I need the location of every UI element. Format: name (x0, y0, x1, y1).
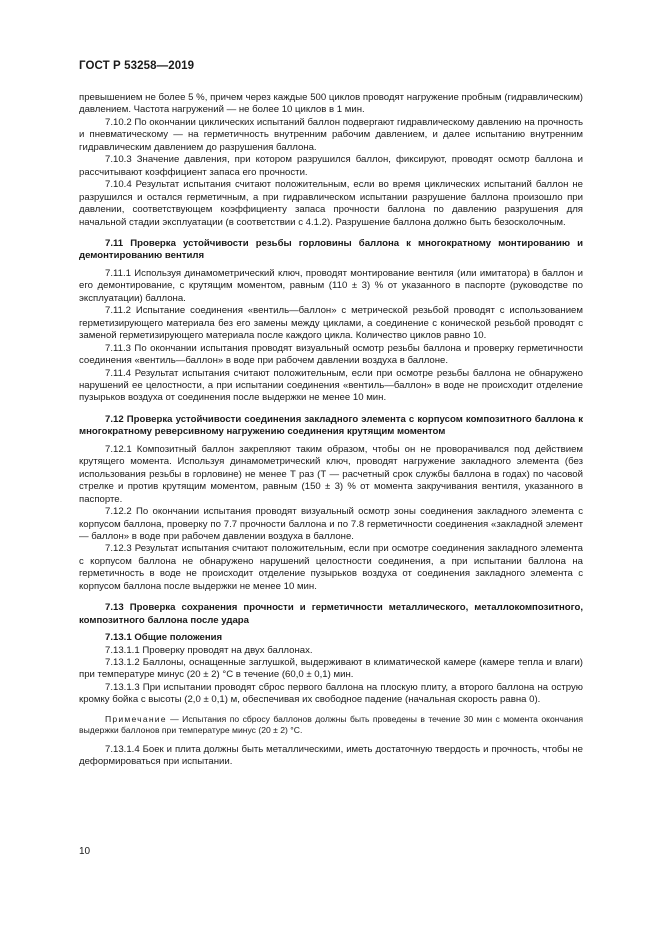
note-label: Примечание (105, 713, 167, 724)
paragraph: 7.13.1.1 Проверку проводят на двух баллонах. (105, 644, 313, 656)
paragraph: 7.10.3 Значение давления, при котором разрушился баллон, фиксируют, проводят осмотр баллона и рассчитывают коэффициент запаса его прочности. (79, 154, 583, 178)
paragraph: 7.11.1 Используя динамометрический ключ, проводят монтирование вентиля (или имитатора) в баллон и его демонтирование, с крутящим моментом, равным (110 ± 3) % от указанного в паспорте (руководстве по эксплуатации) баллона. (79, 267, 583, 304)
note-text: — Испытания по сбросу баллонов должны быть проведены в течение 30 мин с момента окончания выдержки баллонов при температуре минус (20 ± 2) °С. (79, 713, 583, 736)
paragraph: 7.13.1.3 При испытании проводят сброс первого баллона на плоскую плиту, а второго баллона на острую кромку бойка с высоты (2,0 ± 0,1) м, обеспечивая их свободное падение (начальная скорость равна 0). (79, 681, 583, 706)
paragraph: 7.12.2 По окончании испытания проводят визуальный осмотр зоны соединения закладного элемента с корпусом баллона, проверку по 7.7 прочности баллона и по 7.8 герметичности соединения «закладной элемент — баллон» в воде при рабочем давлении воздуха в баллоне. (79, 506, 583, 542)
paragraph: превышением не более 5 %, причем через каждые 500 циклов проводят нагружение пробным (гидравлическим) давлением. Частота нагружений — не более 10 циклов в 1 мин. (79, 92, 583, 116)
document-body (79, 92, 583, 769)
paragraph: 7.10.4 Результат испытания считают положительным, если во время циклических испытаний баллон не разрушился и остался герметичным, а при гидравлическом испытании разрушение баллона произошло при давлении, соответствующем коэффициенту запаса прочности баллона по давлению разрушения для начальной стадии эксплуатации (в соответствии с 4.1.2). Разрушение баллона должно быть безосколочным. (79, 179, 583, 228)
paragraph: 7.13.1.4 Боек и плита должны быть металлическими, иметь достаточную твердость и прочность, чтобы не деформироваться при испытании. (79, 744, 583, 768)
section-heading: 7.12 Проверка устойчивости соединения закладного элемента с корпусом композитного баллона к многократному реверсивному нагружению соединения крутящим моментом (79, 413, 583, 438)
paragraph: 7.10.2 По окончании циклических испытаний баллон подвергают гидравлическому давлению на прочность и пневматическому — на герметичность внутренним рабочим давлением, и далее испытанию внутренним гидравлическим давлением до разрушения баллона. (79, 116, 583, 153)
paragraph: 7.12.1 Композитный баллон закрепляют таким образом, чтобы он не проворачивался под действием крутящего момента. Используя динамометрический ключ, проводят нагружение закладного элемента (без использования резьбы в горловине) не менее Т раз (Т — расчетный срок службы баллона в годах) по часовой стрелке и против крутящим моментом, равным (150 ± 3) % от момента закручивания вентиля, указанного в паспорте. (79, 443, 583, 505)
paragraph: 7.12.3 Результат испытания считают положительным, если при осмотре соединения закладного элемента с корпусом баллона не обнаружено нарушений целостности соединения, а при испытании баллона на герметичность в воде не происходит отделение пузырьков воздуха от соединения закладного элемента с корпусом баллона после выдержки не менее 10 мин. (79, 543, 583, 592)
note (79, 714, 583, 737)
subsection-heading: 7.13.1 Общие положения (105, 632, 223, 644)
paragraph: 7.11.4 Результат испытания считают положительным, если при осмотре резьбы баллона не обнаружено нарушений ее целостности, а при испытании соединения «вентиль—баллон» в воде не происходит отделение пузырьков воздуха от соединения после выдержки не менее 10 мин. (79, 367, 583, 404)
page-number: 10 (79, 846, 91, 857)
paragraph: 7.11.2 Испытание соединения «вентиль—баллон» с метрической резьбой проводят с использованием герметизирующего материала без его замены между циклами, а соединение с конической резьбой проводят с заменой герметизирующего материала после каждого цикла. Количество циклов равно 10. (79, 305, 583, 342)
document-header: ГОСТ Р 53258—2019 (79, 60, 195, 72)
section-heading: 7.11 Проверка устойчивости резьбы горловины баллона к многократному монтированию и демонтированию вентиля (79, 237, 583, 262)
paragraph: 7.11.3 По окончании испытания проводят визуальный осмотр резьбы баллона и проверку герметичности соединения «вентиль—баллон» в воде при рабочем давлении воздуха в баллоне. (79, 342, 583, 367)
section-heading: 7.13 Проверка сохранения прочности и герметичности металлического, металлокомпозитного, композитного баллона после удара (79, 602, 583, 626)
paragraph: 7.13.1.2 Баллоны, оснащенные заглушкой, выдерживают в климатической камере (камере тепла и влаги) при температуре минус (20 ± 2) °С в течение (60,0 ± 0,1) мин. (79, 657, 583, 681)
